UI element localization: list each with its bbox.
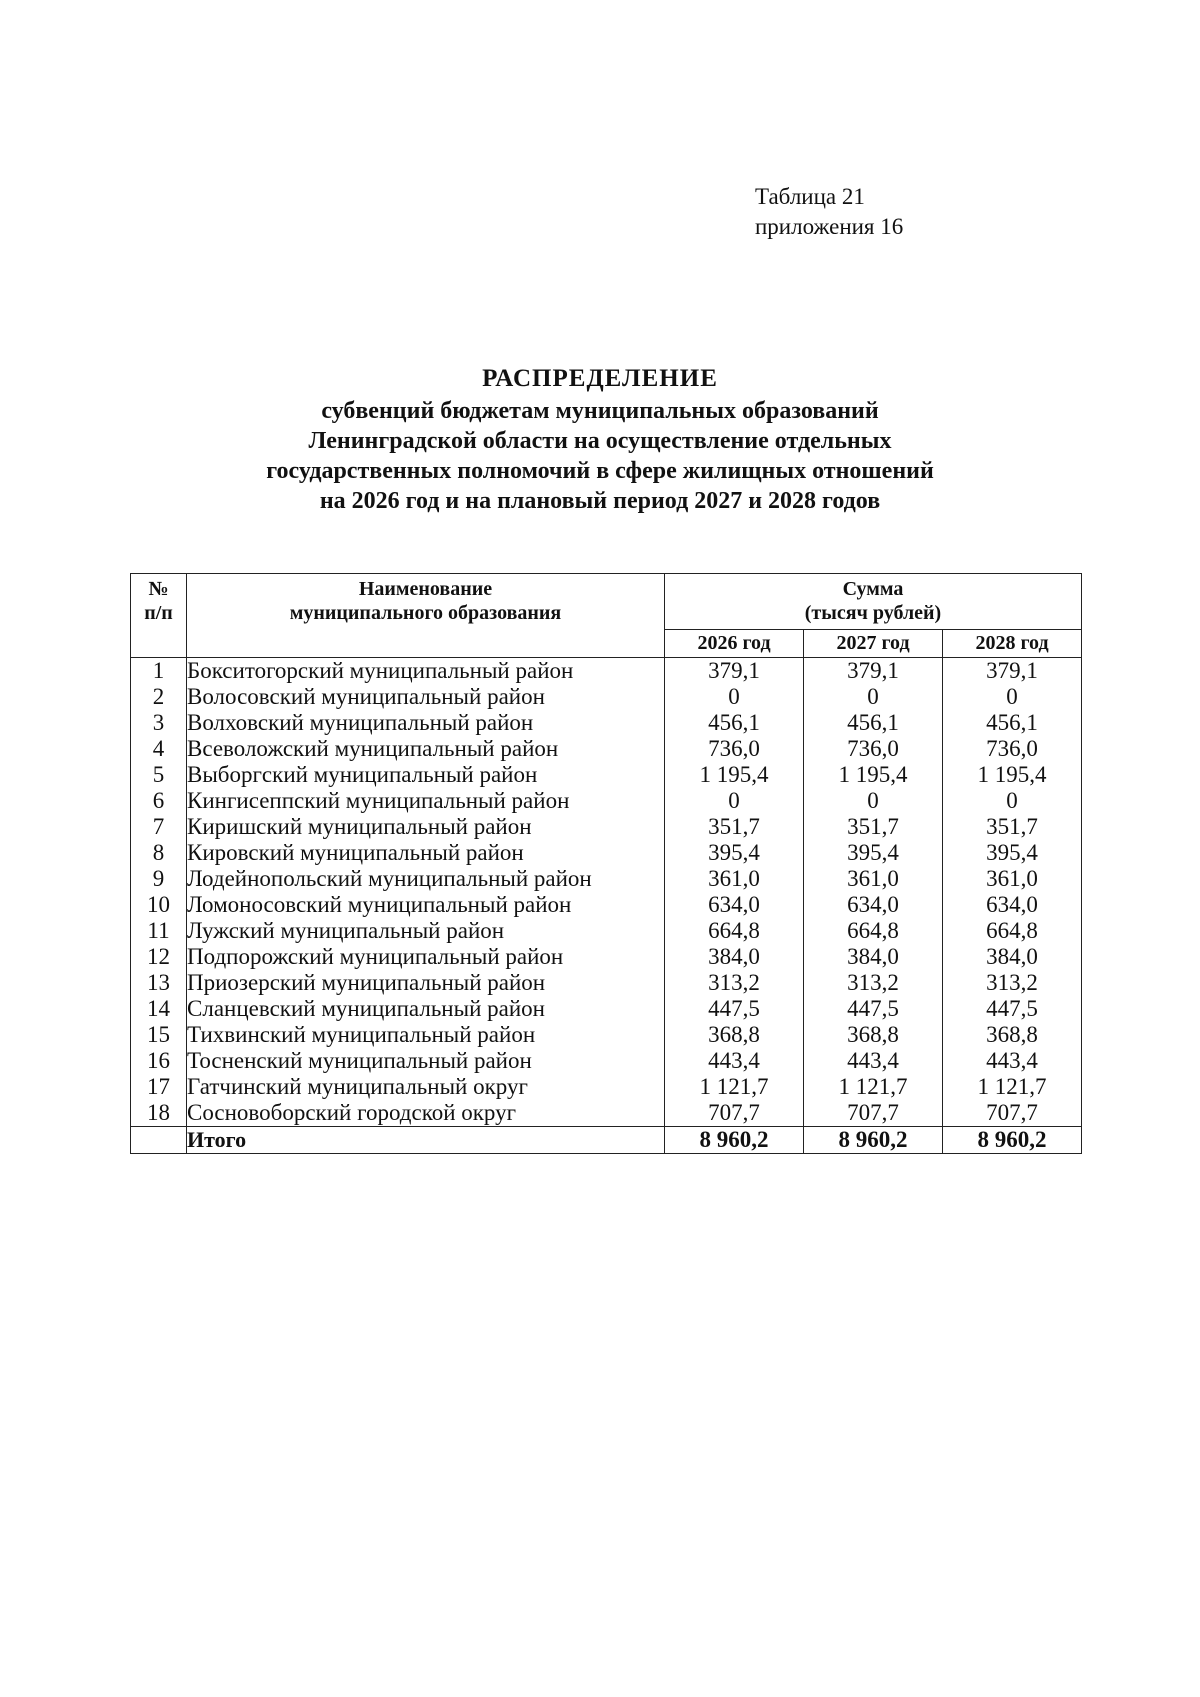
municipality-name: Лужский муниципальный район — [187, 918, 665, 944]
header-number-line-1: № — [148, 578, 169, 600]
municipality-name: Волосовский муниципальный район — [187, 684, 665, 710]
value-2026: 456,1 — [665, 710, 804, 736]
value-2027: 313,2 — [804, 970, 943, 996]
row-number: 12 — [131, 944, 187, 970]
table-row — [131, 866, 1082, 892]
value-2027: 634,0 — [804, 892, 943, 918]
table-row — [131, 1074, 1082, 1100]
value-2028: 379,1 — [943, 658, 1082, 685]
value-2026: 368,8 — [665, 1022, 804, 1048]
table-row — [131, 1022, 1082, 1048]
value-2027: 664,8 — [804, 918, 943, 944]
value-2028: 0 — [943, 788, 1082, 814]
title-line-4: на 2026 год и на плановый период 2027 и 2028 годов — [319, 488, 881, 514]
municipality-name: Сланцевский муниципальный район — [187, 996, 665, 1022]
total-2027: 8 960,2 — [804, 1127, 943, 1154]
row-number: 11 — [131, 918, 187, 944]
appendix-number: приложения 16 — [755, 214, 904, 239]
header-sum — [665, 574, 1082, 630]
header-number-line-2: п/п — [144, 602, 173, 624]
value-2028: 634,0 — [943, 892, 1082, 918]
header-number — [131, 574, 187, 658]
value-2028: 361,0 — [943, 866, 1082, 892]
table-row — [131, 658, 1082, 685]
value-2028: 447,5 — [943, 996, 1082, 1022]
value-2028: 1 195,4 — [943, 762, 1082, 788]
value-2027: 1 121,7 — [804, 1074, 943, 1100]
municipality-name: Тихвинский муниципальный район — [187, 1022, 665, 1048]
value-2026: 384,0 — [665, 944, 804, 970]
value-2026: 707,7 — [665, 1100, 804, 1127]
row-number: 14 — [131, 996, 187, 1022]
value-2027: 379,1 — [804, 658, 943, 685]
value-2026: 634,0 — [665, 892, 804, 918]
value-2026: 0 — [665, 684, 804, 710]
municipality-name: Лодейнопольский муниципальный район — [187, 866, 665, 892]
row-number: 15 — [131, 1022, 187, 1048]
value-2028: 395,4 — [943, 840, 1082, 866]
municipality-name: Бокситогорский муниципальный район — [187, 658, 665, 685]
header-year-2026: 2026 год — [665, 630, 804, 658]
value-2026: 361,0 — [665, 866, 804, 892]
value-2027: 456,1 — [804, 710, 943, 736]
municipality-name: Выборгский муниципальный район — [187, 762, 665, 788]
title-line-1: субвенций бюджетам муниципальных образований — [321, 398, 879, 424]
value-2028: 456,1 — [943, 710, 1082, 736]
header-sum-line-2: (тысяч рублей) — [804, 602, 942, 624]
table-row — [131, 918, 1082, 944]
value-2026: 379,1 — [665, 658, 804, 685]
value-2028: 707,7 — [943, 1100, 1082, 1127]
row-number: 3 — [131, 710, 187, 736]
total-row — [131, 1127, 1082, 1154]
value-2027: 361,0 — [804, 866, 943, 892]
value-2027: 443,4 — [804, 1048, 943, 1074]
value-2026: 736,0 — [665, 736, 804, 762]
total-2028: 8 960,2 — [943, 1127, 1082, 1154]
table-row — [131, 736, 1082, 762]
value-2026: 0 — [665, 788, 804, 814]
row-number: 7 — [131, 814, 187, 840]
total-2026: 8 960,2 — [665, 1127, 804, 1154]
row-number: 2 — [131, 684, 187, 710]
row-number: 1 — [131, 658, 187, 685]
row-number: 5 — [131, 762, 187, 788]
total-number-cell — [131, 1127, 187, 1154]
municipality-name: Кингисеппский муниципальный район — [187, 788, 665, 814]
header-name — [187, 574, 665, 658]
row-number: 16 — [131, 1048, 187, 1074]
value-2027: 384,0 — [804, 944, 943, 970]
municipality-name: Волховский муниципальный район — [187, 710, 665, 736]
header-sum-line-1: Сумма — [842, 578, 904, 600]
row-number: 17 — [131, 1074, 187, 1100]
row-number: 13 — [131, 970, 187, 996]
value-2026: 1 195,4 — [665, 762, 804, 788]
value-2028: 313,2 — [943, 970, 1082, 996]
row-number: 4 — [131, 736, 187, 762]
table-row — [131, 1100, 1082, 1127]
table-row — [131, 840, 1082, 866]
value-2027: 707,7 — [804, 1100, 943, 1127]
table-row — [131, 762, 1082, 788]
value-2028: 736,0 — [943, 736, 1082, 762]
table-row — [131, 710, 1082, 736]
value-2028: 351,7 — [943, 814, 1082, 840]
row-number: 6 — [131, 788, 187, 814]
table-number: Таблица 21 — [755, 184, 865, 209]
municipality-name: Тосненский муниципальный район — [187, 1048, 665, 1074]
table-row — [131, 684, 1082, 710]
header-year-2028: 2028 год — [943, 630, 1082, 658]
header-year-2027: 2027 год — [804, 630, 943, 658]
value-2026: 664,8 — [665, 918, 804, 944]
document-title — [0, 364, 1200, 516]
table-row — [131, 944, 1082, 970]
table-row — [131, 996, 1082, 1022]
distribution-table — [130, 573, 1082, 1154]
header-name-line-2: муниципального образования — [289, 602, 562, 624]
value-2026: 1 121,7 — [665, 1074, 804, 1100]
table-row — [131, 892, 1082, 918]
value-2028: 1 121,7 — [943, 1074, 1082, 1100]
table-reference — [755, 182, 903, 242]
municipality-name: Кировский муниципальный район — [187, 840, 665, 866]
municipality-name: Гатчинский муниципальный округ — [187, 1074, 665, 1100]
value-2026: 395,4 — [665, 840, 804, 866]
value-2028: 384,0 — [943, 944, 1082, 970]
value-2027: 368,8 — [804, 1022, 943, 1048]
municipality-name: Всеволожский муниципальный район — [187, 736, 665, 762]
municipality-name: Подпорожский муниципальный район — [187, 944, 665, 970]
table-row — [131, 970, 1082, 996]
table-row — [131, 1048, 1082, 1074]
value-2028: 664,8 — [943, 918, 1082, 944]
value-2027: 1 195,4 — [804, 762, 943, 788]
value-2027: 0 — [804, 788, 943, 814]
row-number: 18 — [131, 1100, 187, 1127]
total-label: Итого — [187, 1127, 665, 1154]
value-2027: 736,0 — [804, 736, 943, 762]
row-number: 9 — [131, 866, 187, 892]
value-2028: 443,4 — [943, 1048, 1082, 1074]
municipality-name: Киришский муниципальный район — [187, 814, 665, 840]
value-2026: 351,7 — [665, 814, 804, 840]
value-2026: 443,4 — [665, 1048, 804, 1074]
table-body — [131, 658, 1082, 1154]
header-name-line-1: Наименование — [358, 578, 493, 600]
municipality-name: Приозерский муниципальный район — [187, 970, 665, 996]
value-2027: 0 — [804, 684, 943, 710]
value-2028: 368,8 — [943, 1022, 1082, 1048]
title-line-2: Ленинградской области на осуществление отдельных — [308, 428, 892, 454]
title-main: РАСПРЕДЕЛЕНИЕ — [482, 365, 718, 392]
value-2027: 447,5 — [804, 996, 943, 1022]
value-2026: 313,2 — [665, 970, 804, 996]
title-line-3: государственных полномочий в сфере жилищных отношений — [266, 458, 934, 484]
municipality-name: Ломоносовский муниципальный район — [187, 892, 665, 918]
row-number: 8 — [131, 840, 187, 866]
value-2027: 395,4 — [804, 840, 943, 866]
value-2026: 447,5 — [665, 996, 804, 1022]
value-2027: 351,7 — [804, 814, 943, 840]
table-row — [131, 814, 1082, 840]
value-2028: 0 — [943, 684, 1082, 710]
municipality-name: Сосновоборский городской округ — [187, 1100, 665, 1127]
table-row — [131, 788, 1082, 814]
row-number: 10 — [131, 892, 187, 918]
